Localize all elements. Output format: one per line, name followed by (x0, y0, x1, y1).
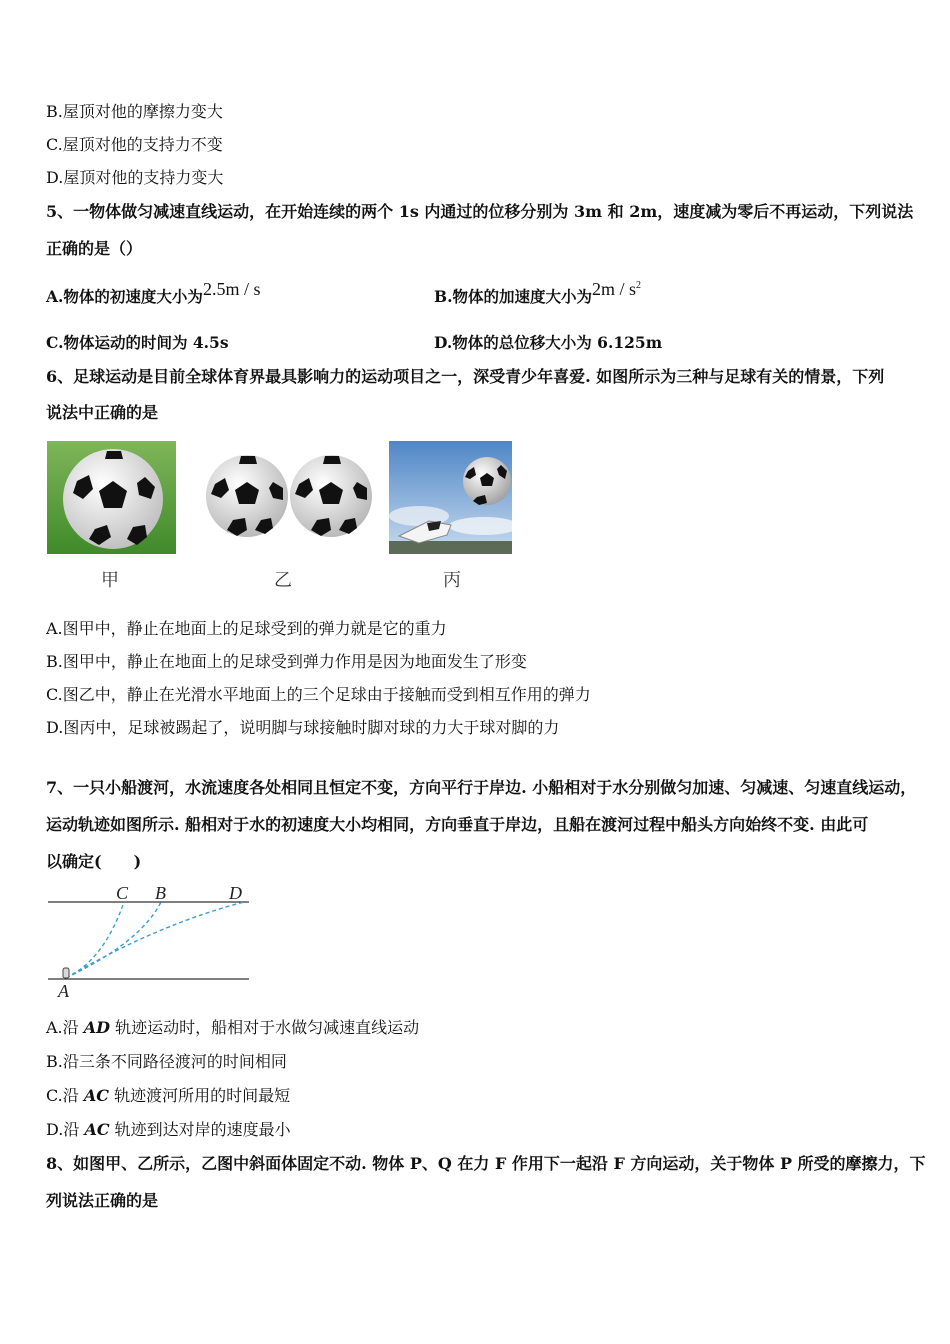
figure-yi-image (203, 454, 375, 538)
q7-option-d: D.沿 AC 轨迹到达对岸的速度最小 (46, 1120, 291, 1139)
figure-label-jia: 甲 (101, 570, 119, 591)
figure-label-yi: 乙 (274, 570, 292, 591)
q5-option-b-text: B.物体的加速度大小为 (434, 287, 592, 306)
q6-stem-line1: 6、足球运动是目前全球体育界最具影响力的运动项目之一，深受青少年喜爱. 如图所示为三种与足球有关的情景，下列 (46, 367, 885, 386)
boat-icon (63, 968, 69, 978)
figure-jia-image (47, 441, 176, 554)
figure-bing-image (389, 441, 512, 554)
q4-option-c: C.屋顶对他的支持力不变 (46, 135, 223, 154)
trajectory-ad (66, 902, 244, 978)
q5-option-b-math: $2m / s^2$ (592, 279, 642, 299)
q7-option-b: B.沿三条不同路径渡河的时间相同 (46, 1052, 287, 1071)
q7-stem-line2: 运动轨迹如图所示. 船相对于水的初速度大小均相同，方向垂直于岸边，且船在渡河过程中船头方向始终不变. 由此可 (46, 815, 869, 834)
q6-option-b: B.图甲中，静止在地面上的足球受到弹力作用是因为地面发生了形变 (46, 652, 527, 671)
q5-option-b (434, 279, 642, 307)
q5-option-d: D.物体的总位移大小为 6.125m (434, 333, 663, 352)
label-d: D (229, 883, 242, 903)
label-a: A (58, 981, 69, 1001)
q4-option-d: D.屋顶对他的支持力变大 (46, 168, 224, 187)
q4-option-b: B.屋顶对他的摩擦力变大 (46, 102, 223, 121)
q5-option-a-text: A.物体的初速度大小为 (46, 287, 203, 306)
q6-option-c: C.图乙中，静止在光滑水平地面上的三个足球由于接触而受到相互作用的弹力 (46, 685, 591, 704)
q5-stem-line2: 正确的是（） (46, 239, 143, 258)
q6-stem-line2: 说法中正确的是 (46, 403, 159, 422)
label-c: C (116, 883, 129, 903)
q6-option-d: D.图丙中，足球被踢起了，说明脚与球接触时脚对球的力大于球对脚的力 (46, 718, 560, 737)
q7-option-c: C.沿 AC 轨迹渡河所用的时间最短 (46, 1086, 291, 1105)
q7-stem-line1: 7、一只小船渡河，水流速度各处相同且恒定不变，方向平行于岸边. 小船相对于水分别做匀加速、匀减速、匀速直线运动， (46, 778, 917, 797)
q5-option-a-math: 2.5m / s (202, 279, 261, 299)
figure-label-bing: 丙 (443, 570, 461, 591)
trajectory-ab (66, 902, 161, 978)
q5-option-c: C.物体运动的时间为 4.5s (46, 333, 229, 352)
q5-option-a (46, 279, 261, 307)
q6-option-a: A.图甲中，静止在地面上的足球受到的弹力就是它的重力 (46, 619, 447, 638)
q8-stem-line2: 列说法正确的是 (46, 1191, 159, 1210)
q7-option-a: A.沿 AD 轨迹运动时，船相对于水做匀减速直线运动 (46, 1018, 420, 1037)
q5-stem-line1: 5、一物体做匀减速直线运动，在开始连续的两个 1s 内通过的位移分别为 3m 和 2m，速度减为零后不再运动，下列说法 (46, 202, 914, 221)
q8-stem-line1: 8、如图甲、乙所示，乙图中斜面体固定不动. 物体 P、Q 在力 F 作用下一起沿 F 方向运动，关于物体 P 所受的摩擦力，下 (46, 1154, 926, 1173)
trajectory-ac (66, 902, 124, 978)
river-crossing-diagram (46, 880, 256, 1002)
label-b: B (155, 883, 166, 903)
q7-stem-line3: 以确定( ) (46, 852, 142, 871)
